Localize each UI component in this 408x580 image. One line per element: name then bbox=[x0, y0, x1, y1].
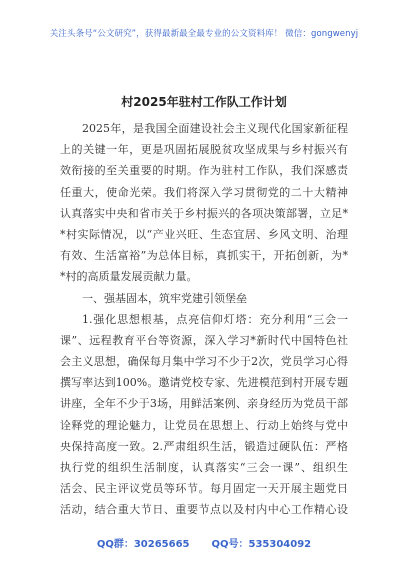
paragraph-line: 讲座，全年不少于3场，用鲜活案例、亲身经历为党员干部 bbox=[60, 397, 348, 411]
paragraph-line: 会主义思想，确保每月集中学习不少于2次，党员学习心得 bbox=[60, 355, 348, 369]
body-text bbox=[60, 118, 348, 521]
paragraph-line: 课”、远程教育平台等资源，深入学习*新时代中国特色社 bbox=[60, 333, 348, 347]
paragraph-line: 执行党的组织生活制度，认真落实“三会一课”、组织生 bbox=[60, 461, 348, 474]
page-title: 村2025年驻村工作队工作计划 bbox=[121, 95, 287, 109]
paragraph-line: 任重大，使命光荣。我们将深入学习贯彻党的二十大精神 bbox=[60, 185, 348, 199]
paragraph-line: 1.强化思想根基，点亮信仰灯塔：充分利用“三会一 bbox=[82, 312, 348, 326]
paragraph-line: 撰写率达到100%。邀请党校专家、先进模范到村开展专题 bbox=[60, 376, 348, 390]
paragraph-line: 认真落实中央和省市关于乡村振兴的各项决策部署，立足* bbox=[60, 206, 348, 220]
paragraph-line: *村实际情况，以“产业兴旺、生态宜居、乡风文明、治理 bbox=[60, 227, 348, 241]
paragraph-line: 2025年，是我国全面建设社会主义现代化国家新征程 bbox=[82, 122, 348, 135]
paragraph-line: 诠释党的理论魅力，让党员在思想上、行动上始终与党中 bbox=[60, 418, 348, 432]
paragraph-line: 央保持高度一致。2.严肃组织生活，锻造过硬队伍：严格 bbox=[60, 439, 348, 453]
paragraph-line: 活会、民主评议党员等环节。每月固定一天开展主题党日 bbox=[60, 482, 348, 496]
footer bbox=[0, 535, 408, 550]
qq-number: QQ号：535304092 bbox=[211, 539, 312, 550]
paragraph-line: 有效、生活富裕”为总体目标，真抓实干，开拓创新，为* bbox=[60, 249, 348, 263]
paragraph-line: *村的高质量发展贡献力量。 bbox=[60, 270, 198, 284]
qq-group-number: QQ群：30265665 bbox=[96, 539, 190, 550]
paragraph-line: 上的关键一年，更是巩固拓展脱贫攻坚成果与乡村振兴有 bbox=[60, 143, 348, 157]
paragraph-line: 活动，结合重大节日、重要节点以及村内中心工作精心设 bbox=[60, 503, 348, 517]
paragraph-line: 效衔接的至关重要的时期。作为驻村工作队，我们深感责 bbox=[60, 164, 348, 178]
top-banner: 关注头条号“公文研究”，获得最新最全最专业的公文资料库！ 微信：gongwenyj bbox=[49, 29, 359, 39]
section-heading: 一、强基固本，筑牢党建引领堡垒 bbox=[82, 291, 247, 305]
